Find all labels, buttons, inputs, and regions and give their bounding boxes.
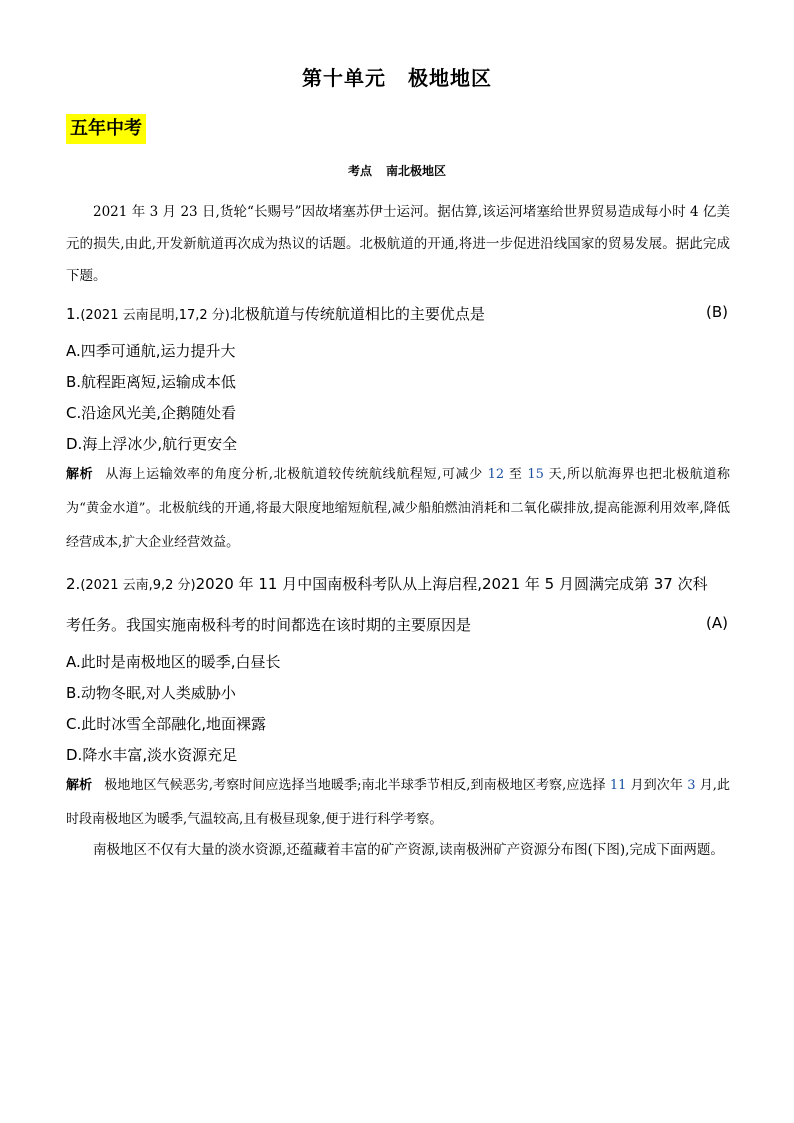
question-1-analysis: 解析 从海上运输效率的角度分析,北极航道较传统航线航程短,可减少 12 至 15 天,所以航海界也把北极航道称为“黄金水道”。北极航线的开通,将最大限度地缩短航程,减少船舶燃油消耗和二氧化碳排放,提高能源利用效率,降低经营成本,扩大企业经营效益。	[66, 467, 730, 550]
subheading-topic: 南北极地区	[386, 164, 447, 178]
analysis-label: 解析	[66, 467, 94, 482]
title-topic: 极地地区	[408, 66, 492, 90]
subheading	[0, 162, 794, 179]
question-2-stem-line1	[66, 573, 730, 597]
page-title	[0, 62, 794, 91]
question-1-option-c: C.沿途风光美,企鹅随处看	[66, 404, 237, 422]
question-2-text: 2020 年 11 月中国南极科考队从上海启程,2021 年 5 月圆满完成第 37 次科	[195, 575, 708, 593]
question-1-stem	[66, 303, 730, 327]
question-2-option-b: B.动物冬眠,对人类威胁小	[66, 684, 236, 702]
question-2-analysis: 解析 极地地区气候恶劣,考察时间应选择当地暖季;南北半球季节相反,到南极地区考察,应选择 11 月到次年 3 月,此时段南极地区为暖季,气温较高,且有极昼现象,便于进行科学考察。	[66, 778, 731, 827]
outro-paragraph: 南极地区不仅有大量的淡水资源,还蕴藏着丰富的矿产资源,读南极洲矿产资源分布图(下图),完成下面两题。	[93, 842, 724, 858]
intro-paragraph: 2021 年 3 月 23 日,货轮“长赐号”因故堵塞苏伊士运河。据估算,该运河堵塞给世界贸易造成每小时 4 亿美元的损失,由此,开发新航道再次成为热议的话题。北极航道的开通,将进一步促进沿线国家的贸易发展。据此完成下题。	[66, 204, 730, 284]
question-1-option-a: A.四季可通航,运力提升大	[66, 342, 236, 360]
subheading-label: 考点	[347, 164, 372, 178]
question-2-option-d: D.降水丰富,淡水资源充足	[66, 746, 238, 764]
question-2-number: 2.	[66, 575, 81, 593]
question-2-option-a: A.此时是南极地区的暖季,白昼长	[66, 653, 281, 671]
question-2-stem-line2: 考任务。我国实施南极科考的时间都选在该时期的主要原因是	[66, 616, 472, 634]
question-1-answer: (B)	[706, 303, 728, 321]
question-1-option-d: D.海上浮冰少,航行更安全	[66, 435, 238, 453]
question-1-source: (2021 云南昆明,17,2 分)	[80, 308, 230, 323]
question-2-answer: (A)	[706, 614, 728, 632]
question-1-text: 北极航道与传统航道相比的主要优点是	[229, 305, 485, 323]
question-2-option-c: C.此时冰雪全部融化,地面裸露	[66, 715, 267, 733]
title-unit: 第十单元	[302, 66, 386, 90]
section-tag: 五年中考	[66, 114, 146, 144]
analysis-label: 解析	[66, 778, 93, 793]
question-1-number: 1.	[66, 305, 81, 323]
question-2-source: (2021 云南,9,2 分)	[80, 578, 196, 593]
question-1-option-b: B.航程距离短,运输成本低	[66, 373, 236, 391]
